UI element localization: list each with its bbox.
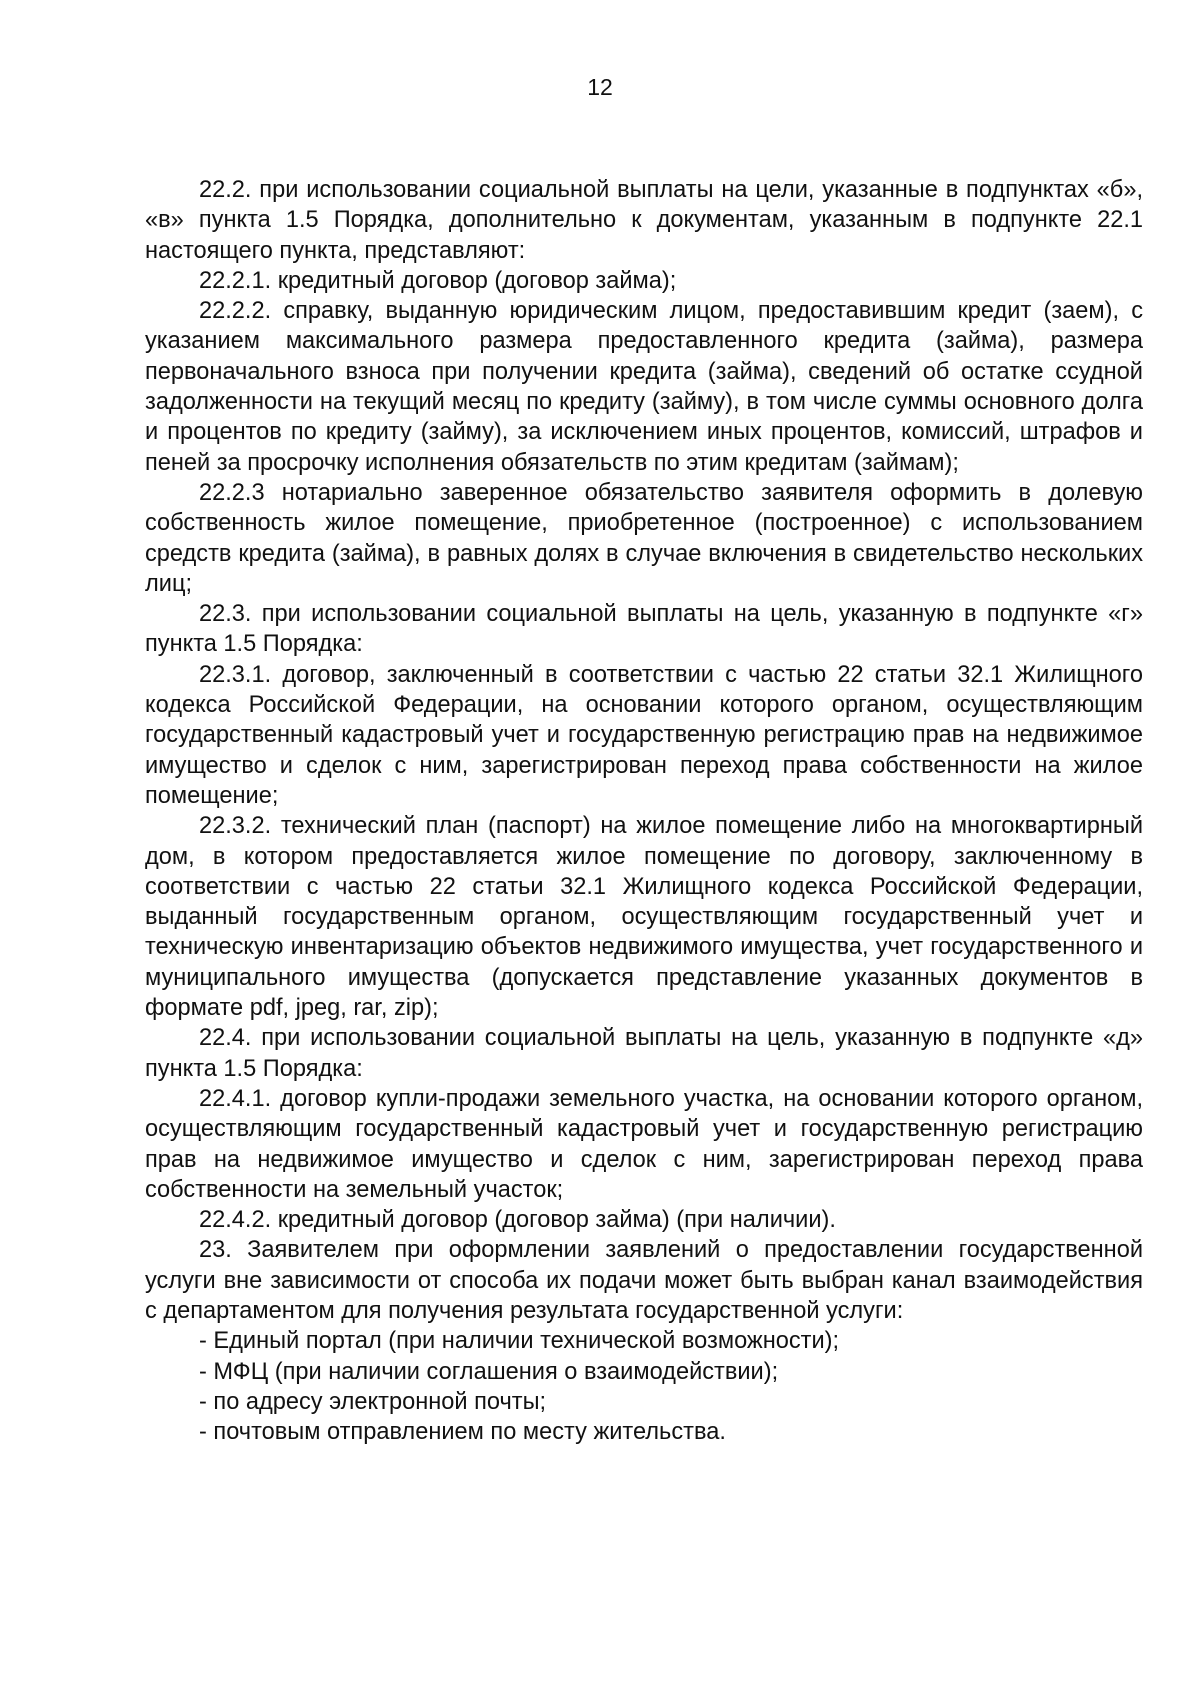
channel-item-mfc: - МФЦ (при наличии соглашения о взаимодействии); xyxy=(199,1358,779,1385)
paragraph-22-2: 22.2. при использовании социальной выплаты на цели, указанные в подпунктах «б», «в» пункта 1.5 Порядка, дополнительно к документам, указанным в подпункте 22.1 настоящего пункта, представляют: xyxy=(145,177,1143,264)
paragraph-23: 23. Заявителем при оформлении заявлений о предоставлении государственной услуги вне зависимости от способа их подачи может быть выбран канал взаимодействия с департаментом для получения результата государственной услуги: xyxy=(145,1237,1143,1324)
document-body xyxy=(145,175,1143,1447)
paragraph-22-3-2: 22.3.2. технический план (паспорт) на жилое помещение либо на многоквартирный дом, в котором предоставляется жилое помещение по договору, заключенному в соответствии с частью 22 статьи 32.1 Жилищного кодекса Российской Федерации, выданный государственным органом, осуществляющим государственный учет и техническую инвентаризацию объектов недвижимого имущества, учет государственного и муниципального имущества (допускается представление указанных документов в формате pdf, jpeg, rar, zip); xyxy=(145,813,1143,1022)
paragraph-22-2-1: 22.2.1. кредитный договор (договор займа); xyxy=(199,267,677,294)
paragraph-22-4: 22.4. при использовании социальной выплаты на цель, указанную в подпункте «д» пункта 1.5 Порядка: xyxy=(145,1025,1143,1082)
page-number: 12 xyxy=(587,74,613,100)
paragraph-22-4-1: 22.4.1. договор купли-продажи земельного участка, на основании которого органом, осуществляющим государственный кадастровый учет и государственную регистрацию прав на недвижимое имущество и сделок с ним, зарегистрирован переход права собственности на земельный участок; xyxy=(145,1085,1143,1203)
channel-item-post: - почтовым отправлением по месту жительства. xyxy=(199,1419,726,1446)
channel-item-email: - по адресу электронной почты; xyxy=(199,1388,547,1415)
paragraph-22-3: 22.3. при использовании социальной выплаты на цель, указанную в подпункте «г» пункта 1.5 Порядка: xyxy=(145,601,1143,658)
paragraph-22-4-2: 22.4.2. кредитный договор (договор займа) (при наличии). xyxy=(199,1207,836,1234)
channel-item-portal: - Единый портал (при наличии технической возможности); xyxy=(199,1328,840,1355)
paragraph-22-3-1: 22.3.1. договор, заключенный в соответствии с частью 22 статьи 32.1 Жилищного кодекса Российской Федерации, на основании которого органом, осуществляющим государственный кадастровый учет и государственную регистрацию прав на недвижимое имущество и сделок с ним, зарегистрирован переход права собственности на жилое помещение; xyxy=(145,661,1143,809)
paragraph-22-2-3: 22.2.3 нотариально заверенное обязательство заявителя оформить в долевую собственность жилое помещение, приобретенное (построенное) с использованием средств кредита (займа), в равных долях в случае включения в свидетельство нескольких лиц; xyxy=(145,479,1143,597)
paragraph-22-2-2: 22.2.2. справку, выданную юридическим лицом, предоставившим кредит (заем), с указанием максимального размера предоставленного кредита (займа), размера первоначального взноса при получении кредита (займа), сведений об остатке ссудной задолженности на текущий месяц по кредиту (займу), в том числе суммы основного долга и процентов по кредиту (займу), за исключением иных процентов, комиссий, штрафов и пеней за просрочку исполнения обязательств по этим кредитам (займам); xyxy=(145,298,1143,476)
